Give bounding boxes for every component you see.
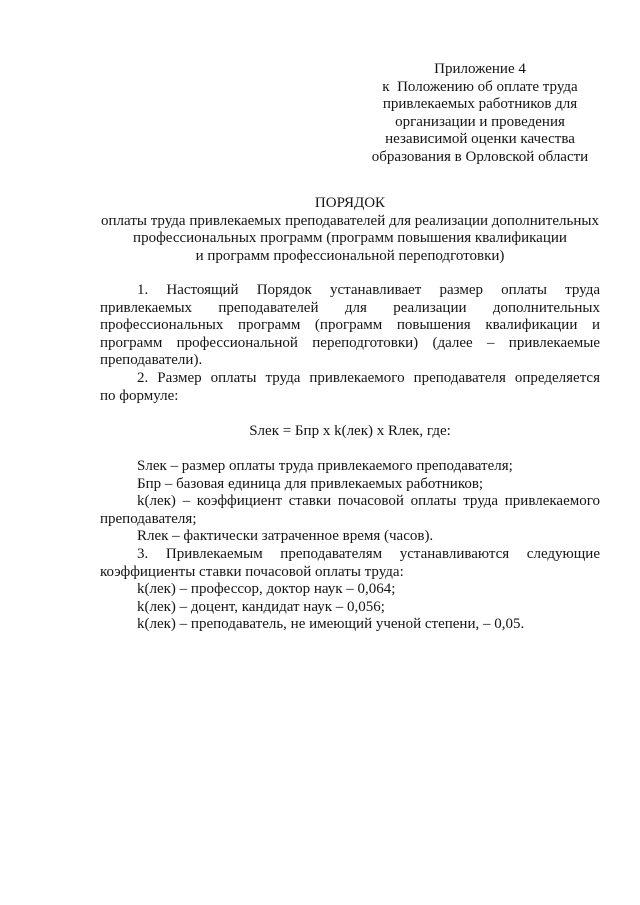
document-title-block — [100, 195, 600, 265]
coefficients-list — [100, 581, 600, 634]
definition-k-lek — [100, 493, 600, 528]
blank-line — [100, 405, 600, 423]
definition-line: преподавателя; — [100, 510, 197, 527]
document-subtitle-line: оплаты труда привлекаемых преподавателей для реализации дополнительных — [101, 212, 599, 229]
paragraph-line: привлекаемых преподавателей для реализации дополнительных — [100, 299, 600, 316]
appendix-line: к Положению об оплате труда — [382, 78, 578, 95]
definition-r-lek — [100, 528, 600, 546]
paragraph-line: 2. Размер оплаты труда привлекаемого преподавателя определяется — [137, 369, 600, 386]
document-subtitle-line: и программ профессиональной переподготовки) — [195, 247, 505, 264]
paragraph-line: по формуле: — [100, 387, 179, 404]
paragraph-3 — [100, 546, 600, 581]
appendix-reference-block — [360, 61, 600, 167]
appendix-line: организации и проведения — [395, 113, 565, 130]
formula: Sлек = Бпр x k(лек) x Rлек, где: — [249, 422, 451, 439]
coefficient-item: k(лек) – профессор, доктор наук – 0,064; — [137, 581, 396, 598]
coefficient-item: k(лек) – доцент, кандидат наук – 0,056; — [137, 598, 385, 615]
appendix-line: привлекаемых работников для — [382, 96, 578, 113]
paragraph-line: программ профессиональной переподготовки) (далее – привлекаемые — [100, 334, 600, 351]
definition-line: Sлек – размер оплаты труда привлекаемого преподавателя; — [137, 457, 513, 474]
paragraph-line: преподаватели). — [100, 352, 203, 369]
paragraph-line: 3. Привлекаемым преподавателям устанавливаются следующие — [137, 545, 600, 562]
blank-line — [100, 440, 600, 458]
appendix-line: образования в Орловской области — [371, 148, 589, 165]
appendix-number: Приложение 4 — [434, 61, 526, 77]
paragraph-1 — [100, 282, 600, 370]
paragraph-line: профессиональных программ (программ повышения квалификации и — [100, 317, 600, 334]
definition-line: Бпр – базовая единица для привлекаемых работников; — [137, 475, 484, 492]
definition-b-pr — [100, 476, 600, 494]
definition-line: k(лек) – коэффициент ставки почасовой оплаты труда привлекаемого — [137, 493, 600, 510]
definition-line: Rлек – фактически затраченное время (часов). — [137, 528, 434, 545]
definitions-list — [100, 458, 600, 546]
document-body — [100, 282, 600, 634]
document-subtitle-line: профессиональных программ (программ повышения квалификации — [133, 230, 567, 247]
coefficient-item: k(лек) – преподаватель, не имеющий ученой степени, – 0,05. — [137, 616, 525, 633]
appendix-line: независимой оценки качества — [385, 131, 575, 148]
document-title: ПОРЯДОК — [314, 195, 386, 211]
paragraph-2 — [100, 370, 600, 405]
paragraph-line: 1. Настоящий Порядок устанавливает размер оплаты труда — [137, 282, 600, 298]
definition-s-lek — [100, 458, 600, 476]
paragraph-line: коэффициенты ставки почасовой оплаты труда: — [100, 563, 404, 580]
